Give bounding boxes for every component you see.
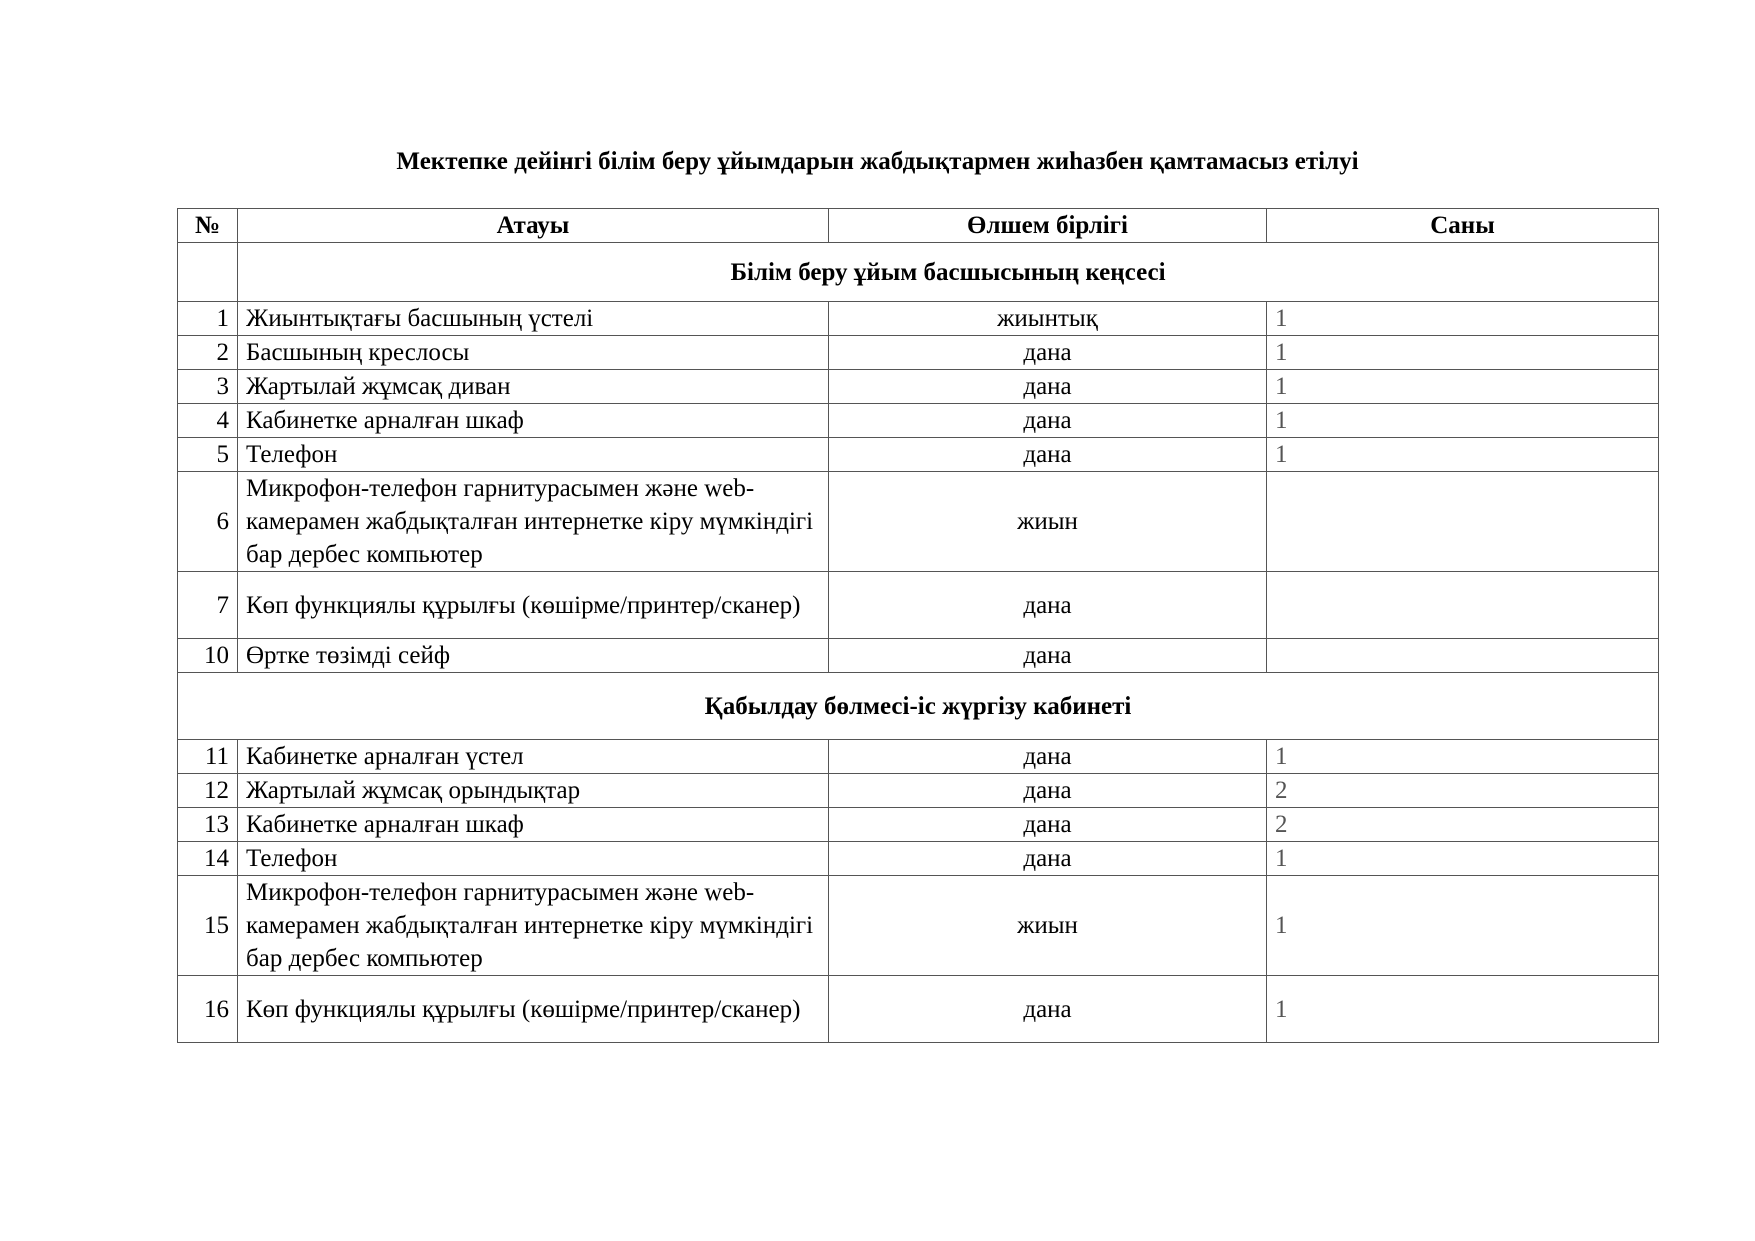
- row-quantity: 1: [1267, 842, 1659, 876]
- table-row: [178, 370, 1659, 404]
- table-row: [178, 302, 1659, 336]
- row-unit: дана: [829, 404, 1267, 438]
- row-quantity: 1: [1267, 302, 1659, 336]
- row-number: 15: [178, 876, 238, 976]
- row-quantity: 2: [1267, 808, 1659, 842]
- section-row: [178, 673, 1659, 740]
- row-name: Кабинетке арналған шкаф: [238, 808, 829, 842]
- header-number: №: [178, 209, 238, 243]
- table-row: [178, 976, 1659, 1043]
- section-row: [178, 243, 1659, 302]
- row-unit: дана: [829, 842, 1267, 876]
- row-name: Телефон: [238, 842, 829, 876]
- section-title: Білім беру ұйым басшысының кеңсесі: [238, 243, 1659, 302]
- row-quantity: 1: [1267, 404, 1659, 438]
- row-quantity: 1: [1267, 370, 1659, 404]
- row-unit: дана: [829, 639, 1267, 673]
- row-quantity: 1: [1267, 976, 1659, 1043]
- row-unit: дана: [829, 370, 1267, 404]
- table-row: [178, 438, 1659, 472]
- table-row: [178, 740, 1659, 774]
- row-quantity: 1: [1267, 336, 1659, 370]
- table-row: [178, 774, 1659, 808]
- row-unit: дана: [829, 336, 1267, 370]
- row-name: Кабинетке арналған шкаф: [238, 404, 829, 438]
- row-number: 13: [178, 808, 238, 842]
- table-row: [178, 842, 1659, 876]
- row-name: Микрофон-телефон гарнитурасымен және web-камерамен жабдықталған интернетке кіру мүмкіндігі бар дербес компьютер: [238, 876, 829, 976]
- row-quantity: 2: [1267, 774, 1659, 808]
- row-name: Өртке төзімді сейф: [238, 639, 829, 673]
- row-name: Басшының креслосы: [238, 336, 829, 370]
- row-quantity: [1267, 572, 1659, 639]
- table-row: [178, 639, 1659, 673]
- row-number: 2: [178, 336, 238, 370]
- table-row: [178, 808, 1659, 842]
- row-name: Көп функциялы құрылғы (көшірме/принтер/сканер): [238, 976, 829, 1043]
- row-number: 5: [178, 438, 238, 472]
- row-quantity: [1267, 639, 1659, 673]
- equipment-table: [177, 208, 1659, 1043]
- row-unit: дана: [829, 740, 1267, 774]
- row-name: Көп функциялы құрылғы (көшірме/принтер/сканер): [238, 572, 829, 639]
- row-name: Микрофон-телефон гарнитурасымен және web-камерамен жабдықталған интернетке кіру мүмкіндігі бар дербес компьютер: [238, 472, 829, 572]
- row-unit: жиынтық: [829, 302, 1267, 336]
- table-row: [178, 472, 1659, 572]
- row-unit: жиын: [829, 876, 1267, 976]
- row-number: 6: [178, 472, 238, 572]
- row-name: Кабинетке арналған үстел: [238, 740, 829, 774]
- row-number: 16: [178, 976, 238, 1043]
- header-unit: Өлшем бірлігі: [829, 209, 1267, 243]
- document-title: Мектепке дейінгі білім беру ұйымдарын жабдықтармен жиһазбен қамтамасыз етілуі: [396, 148, 1359, 175]
- row-unit: дана: [829, 976, 1267, 1043]
- table-header-row: [178, 209, 1659, 243]
- section-title: Қабылдау бөлмесі-іс жүргізу кабинеті: [178, 673, 1659, 740]
- row-unit: дана: [829, 572, 1267, 639]
- row-quantity: [1267, 472, 1659, 572]
- header-quantity: Саны: [1267, 209, 1659, 243]
- row-name: Жиынтықтағы басшының үстелі: [238, 302, 829, 336]
- row-number: 14: [178, 842, 238, 876]
- row-number: 4: [178, 404, 238, 438]
- row-number: 10: [178, 639, 238, 673]
- row-number: 7: [178, 572, 238, 639]
- table-row: [178, 876, 1659, 976]
- row-name: Жартылай жұмсақ диван: [238, 370, 829, 404]
- row-quantity: 1: [1267, 438, 1659, 472]
- row-unit: дана: [829, 438, 1267, 472]
- row-name: Телефон: [238, 438, 829, 472]
- row-name: Жартылай жұмсақ орындықтар: [238, 774, 829, 808]
- row-number: 1: [178, 302, 238, 336]
- row-number: 3: [178, 370, 238, 404]
- row-quantity: 1: [1267, 876, 1659, 976]
- header-name: Атауы: [238, 209, 829, 243]
- table-row: [178, 336, 1659, 370]
- row-quantity: 1: [1267, 740, 1659, 774]
- row-unit: жиын: [829, 472, 1267, 572]
- section-number-cell: [178, 243, 238, 302]
- row-unit: дана: [829, 774, 1267, 808]
- table-row: [178, 572, 1659, 639]
- table-row: [178, 404, 1659, 438]
- row-number: 11: [178, 740, 238, 774]
- row-number: 12: [178, 774, 238, 808]
- row-unit: дана: [829, 808, 1267, 842]
